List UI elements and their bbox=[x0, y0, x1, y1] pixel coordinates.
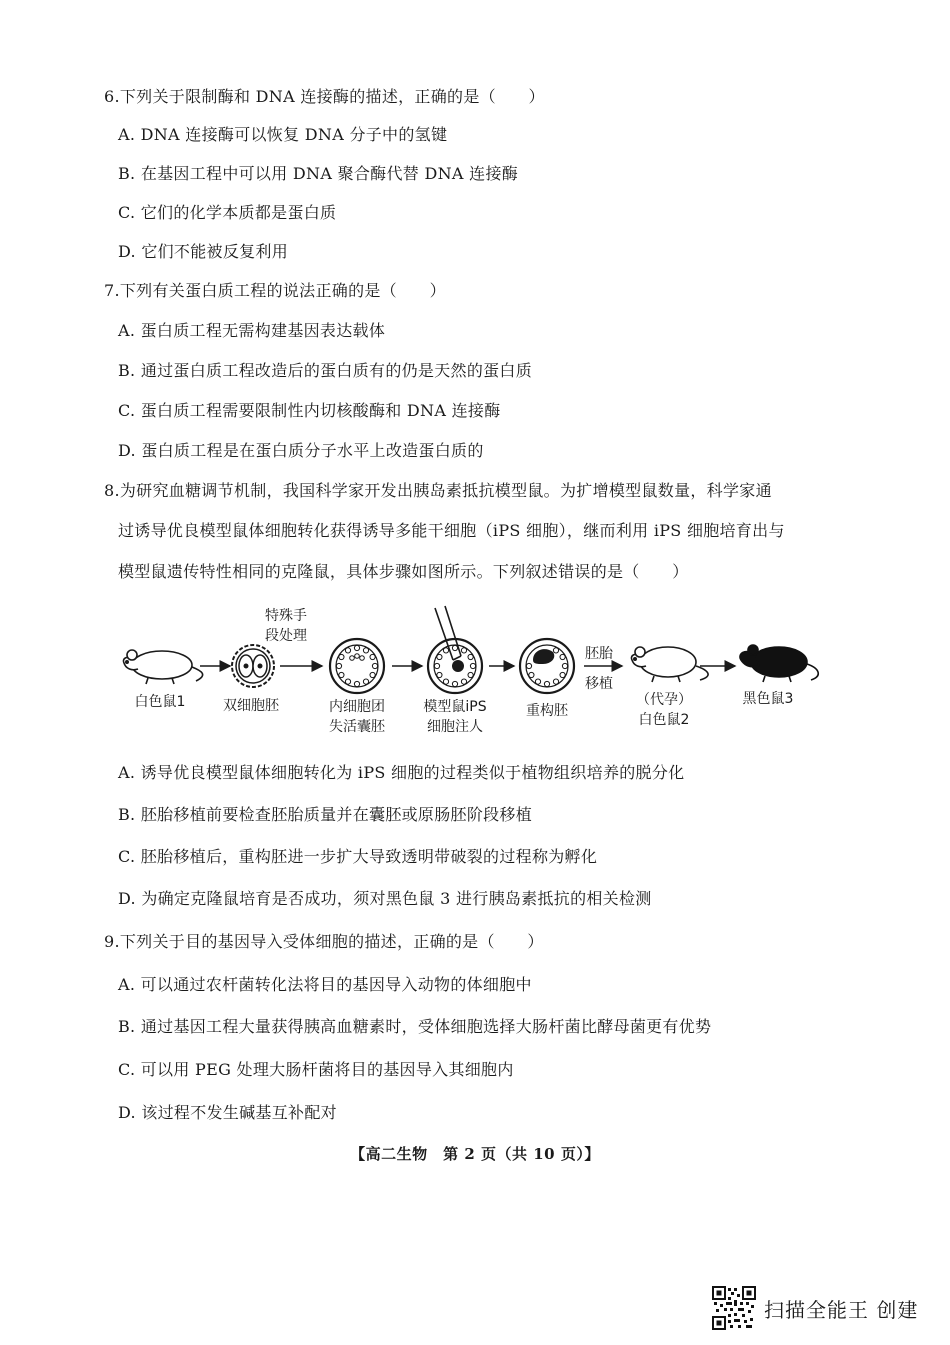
ips-injection-icon bbox=[428, 606, 482, 693]
question-6-stem: 6.下列关于限制酶和 DNA 连接酶的描述，正确的是（ ） bbox=[104, 87, 545, 106]
question-7-stem: 7.下列有关蛋白质工程的说法正确的是（ ） bbox=[104, 281, 446, 300]
reconstructed-embryo-label: 重构胚 bbox=[526, 703, 568, 719]
special-treatment-label-1: 特殊手 bbox=[265, 608, 307, 624]
white-mouse-1-label: 白色鼠1 bbox=[134, 694, 186, 710]
surrogate-white-mouse-2-icon bbox=[631, 647, 708, 682]
two-cell-embryo-label: 双细胞胚 bbox=[223, 698, 279, 714]
question-6-option-a: A. DNA 连接酶可以恢复 DNA 分子中的氢键 bbox=[118, 125, 448, 144]
question-9-option-d: D. 该过程不发生碱基互补配对 bbox=[118, 1103, 337, 1122]
special-treatment-label-2: 段处理 bbox=[265, 628, 307, 644]
question-6-option-c: C. 它们的化学本质都是蛋白质 bbox=[118, 203, 337, 222]
black-mouse-3-label: 黑色鼠3 bbox=[742, 691, 794, 707]
question-9-option-c: C. 可以用 PEG 处理大肠杆菌将目的基因导入其细胞内 bbox=[118, 1060, 514, 1079]
question-7-option-a: A. 蛋白质工程无需构建基因表达载体 bbox=[118, 321, 386, 340]
question-9-option-b: B. 通过基因工程大量获得胰高血糖素时，受体细胞选择大肠杆菌比酵母菌更有优势 bbox=[118, 1017, 712, 1036]
qr-code-icon bbox=[712, 1286, 756, 1330]
question-7-option-d: D. 蛋白质工程是在蛋白质分子水平上改造蛋白质的 bbox=[118, 441, 484, 460]
question-8-option-d: D. 为确定克隆鼠培育是否成功，须对黑色鼠 3 进行胰岛素抵抗的相关检测 bbox=[118, 889, 652, 908]
cloning-process-diagram bbox=[0, 600, 950, 750]
inner-cell-mass-label-2: 失活囊胚 bbox=[329, 719, 385, 735]
question-8-option-c: C. 胚胎移植后，重构胚进一步扩大导致透明带破裂的过程称为孵化 bbox=[118, 847, 598, 866]
surrogate-label-1: （代孕） bbox=[636, 692, 692, 708]
question-7-option-c: C. 蛋白质工程需要限制性内切核酸酶和 DNA 连接酶 bbox=[118, 401, 501, 420]
question-8-option-a: A. 诱导优良模型鼠体细胞转化为 iPS 细胞的过程类似于植物组织培养的脱分化 bbox=[118, 763, 685, 782]
black-mouse-3-icon bbox=[740, 645, 818, 682]
question-6-option-d: D. 它们不能被反复利用 bbox=[118, 242, 289, 261]
scanner-watermark-text: 扫描全能王 创建 bbox=[764, 1297, 919, 1322]
ips-injection-label-1: 模型鼠iPS bbox=[423, 699, 487, 715]
inner-cell-mass-label-1: 内细胞团 bbox=[329, 699, 385, 715]
reconstructed-embryo-icon bbox=[520, 639, 574, 693]
two-cell-embryo-icon bbox=[232, 645, 274, 687]
white-mouse-1-icon bbox=[123, 650, 202, 684]
surrogate-label-2: 白色鼠2 bbox=[638, 712, 690, 728]
question-8-option-b: B. 胚胎移植前要检查胚胎质量并在囊胚或原肠胚阶段移植 bbox=[118, 805, 533, 824]
question-9-option-a: A. 可以通过农杆菌转化法将目的基因导入动物的体细胞中 bbox=[118, 975, 532, 994]
question-8-stem-line-3: 模型鼠遗传特性相同的克隆鼠，具体步骤如图所示。下列叙述错误的是（ ） bbox=[118, 562, 689, 581]
scanner-watermark bbox=[712, 1286, 918, 1330]
question-8-stem-line-1: 8.为研究血糖调节机制，我国科学家开发出胰岛素抵抗模型鼠。为扩增模型鼠数量，科学家通 bbox=[104, 481, 772, 500]
question-7-option-b: B. 通过蛋白质工程改造后的蛋白质有的仍是天然的蛋白质 bbox=[118, 361, 533, 380]
question-8-stem-line-2: 过诱导优良模型鼠体细胞转化获得诱导多能干细胞（iPS 细胞），继而利用 iPS 细胞培育出与 bbox=[118, 521, 785, 540]
embryo-transfer-label-1: 胚胎 bbox=[585, 646, 613, 662]
page-footer: 【高二生物 第 2 页（共 10 页）】 bbox=[350, 1145, 600, 1163]
question-6-option-b: B. 在基因工程中可以用 DNA 聚合酶代替 DNA 连接酶 bbox=[118, 164, 519, 183]
question-9-stem: 9.下列关于目的基因导入受体细胞的描述，正确的是（ ） bbox=[104, 932, 544, 951]
embryo-transfer-label-2: 移植 bbox=[585, 676, 613, 692]
ips-injection-label-2: 细胞注人 bbox=[427, 719, 483, 735]
blastocyst-icon bbox=[330, 639, 384, 693]
